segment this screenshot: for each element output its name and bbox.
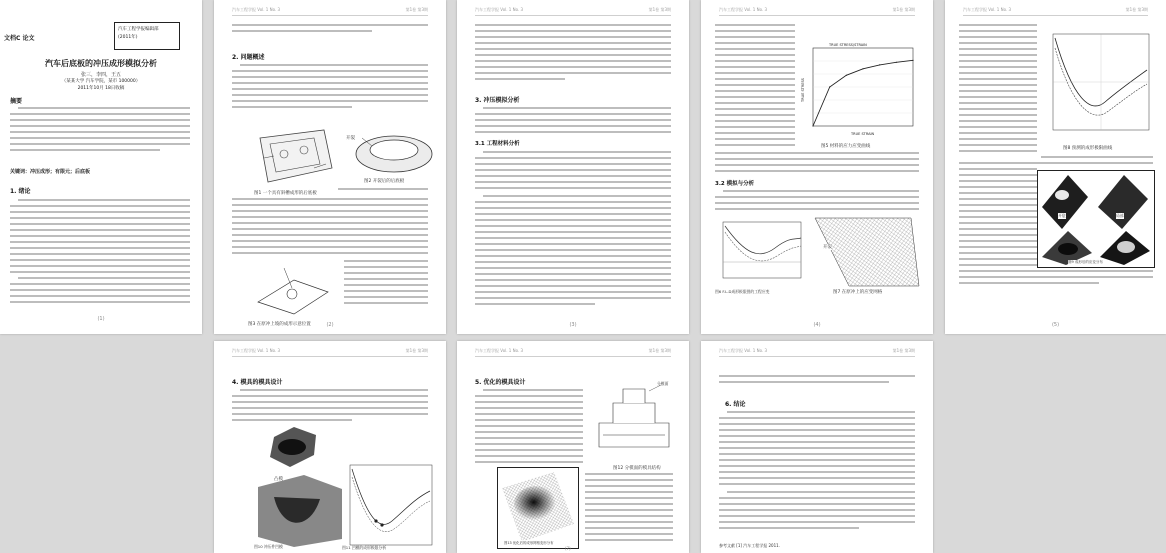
page-header: 汽车工程学报 Vol. 1 No. 3 第1卷 第3期 [719, 348, 915, 357]
page-number: (1) [97, 316, 105, 322]
page-6 [214, 341, 446, 553]
journal-box [114, 22, 180, 50]
figure-13-caption: 图13 优化后的成形网格变形分布 [504, 541, 554, 545]
figure-10-label: 凸模 [274, 477, 283, 482]
abstract-heading: 摘要 [10, 98, 23, 105]
figure-12-label: 分模面 [657, 381, 669, 386]
figure-3-caption: 图3 在原冲上坡的成形示意位置 [248, 322, 311, 327]
section-3-heading: 3. 冲压模拟分析 [475, 97, 520, 104]
chart-x-label: TRUE STRAIN [851, 132, 875, 136]
figure-6-caption: 图6 F.L.D成形极限图的工程应变 [715, 289, 770, 294]
page-8 [701, 341, 933, 553]
figure-12-caption: 图12 分模面的模具结构 [613, 466, 661, 471]
figure-1-caption: 图1 一个具有斜槽成形的后底板 [254, 191, 317, 196]
crack-label: 开裂 [346, 136, 355, 141]
page-5 [945, 0, 1166, 334]
chart-title: TRUE STRESS/STRAIN [829, 43, 867, 47]
chart-caption: 图5 材料的应力应变曲线 [821, 144, 871, 149]
page-header: 汽车工程学报 Vol. 1 No. 3 第1卷 第3期 [475, 348, 671, 357]
figure-10-parts [254, 427, 346, 547]
intro-heading: 1. 绪论 [10, 188, 31, 195]
page-number: (5) [1051, 322, 1060, 328]
section-heading: 2. 问题概述 [232, 54, 265, 61]
paper-date: 2011年10月 18日收稿 [77, 86, 125, 91]
section-3-1-heading: 3.1 工程材料分析 [475, 141, 520, 147]
figure-10-caption: 图10 冲压件凹模 [254, 544, 283, 549]
keywords: 关键词：冲压成形；有限元；后底板 [10, 169, 91, 175]
figure-6-fld [715, 218, 805, 286]
page-4 [701, 0, 933, 334]
figure-1-panel [254, 128, 336, 188]
figure-11-chart [342, 461, 434, 549]
page-number: (7) [565, 546, 571, 551]
figure-9-panels [1038, 171, 1154, 267]
page-header: 汽车工程学报 Vol. 1 No. 3 第1卷 第3期 [232, 348, 428, 357]
paper-authors: 张三，李四，王五 [80, 72, 121, 78]
figure-8-caption: 图8 预测的成形极限曲线 [1063, 146, 1113, 151]
paper-title: 汽车后底板的冲压成形模拟分析 [45, 59, 157, 68]
reference: 参考文献 [1] 汽车工程学报 2011. [719, 543, 780, 548]
figure-9-box [1037, 170, 1155, 268]
figure-3-panel [254, 262, 332, 318]
figure-8-fld [1043, 30, 1153, 142]
stress-strain-chart [799, 42, 919, 138]
page-number: (2) [326, 322, 334, 328]
figure-9-label-a: 开裂 [1058, 213, 1066, 218]
page-header: 汽车工程学报 Vol. 1 No. 3 第1卷 第3期 [475, 7, 671, 16]
page-header: 汽车工程学报 Vol. 1 No. 3 第1卷 第3期 [963, 7, 1148, 16]
section-4-heading: 4. 模具的模具设计 [232, 379, 283, 386]
page-header: 汽车工程学报 Vol. 1 No. 3 第1卷 第3期 [719, 7, 915, 16]
figure-12-die [589, 383, 679, 459]
box-line-2: (2011年) [118, 35, 138, 40]
figure-7-caption: 图7 在原冲上的应变网格 [833, 290, 883, 295]
page-number: (4) [813, 322, 821, 328]
paper-affiliation: （某某大学 汽车学院，某市 100000） [61, 79, 141, 84]
figure-11-caption: 图11 凹模的成形极限分析 [342, 545, 387, 550]
page-7 [457, 341, 689, 553]
section-6-heading: 6. 结论 [725, 401, 746, 408]
figure-7-mesh [811, 216, 921, 290]
section-5-heading: 5. 优化的模具设计 [475, 379, 526, 386]
figure-2-caption: 图2 开裂后的后底板 [364, 179, 405, 184]
page-2 [214, 0, 446, 334]
page-number: (3) [569, 322, 577, 328]
box-line-1: 汽车工程学报编辑部 [118, 27, 159, 32]
chart-y-label: TRUE STRESS [801, 78, 805, 102]
crack-label-fig7: 开裂 [823, 245, 832, 250]
figure-13-box [497, 467, 579, 549]
page-1 [0, 0, 202, 334]
page-header: 汽车工程学报 Vol. 1 No. 3 第1卷 第3期 [232, 7, 428, 16]
page-3 [457, 0, 689, 334]
corner-label: 文档C 论文 [4, 35, 35, 42]
figure-9-label-b: 局部 [1116, 213, 1124, 218]
figure-2-panel [348, 132, 434, 178]
figure-9-caption: 图9 成形后的应变分布 [1068, 260, 1103, 264]
figure-13-mesh [498, 468, 578, 548]
section-3-2-heading: 3.2 模拟与分析 [715, 181, 755, 187]
